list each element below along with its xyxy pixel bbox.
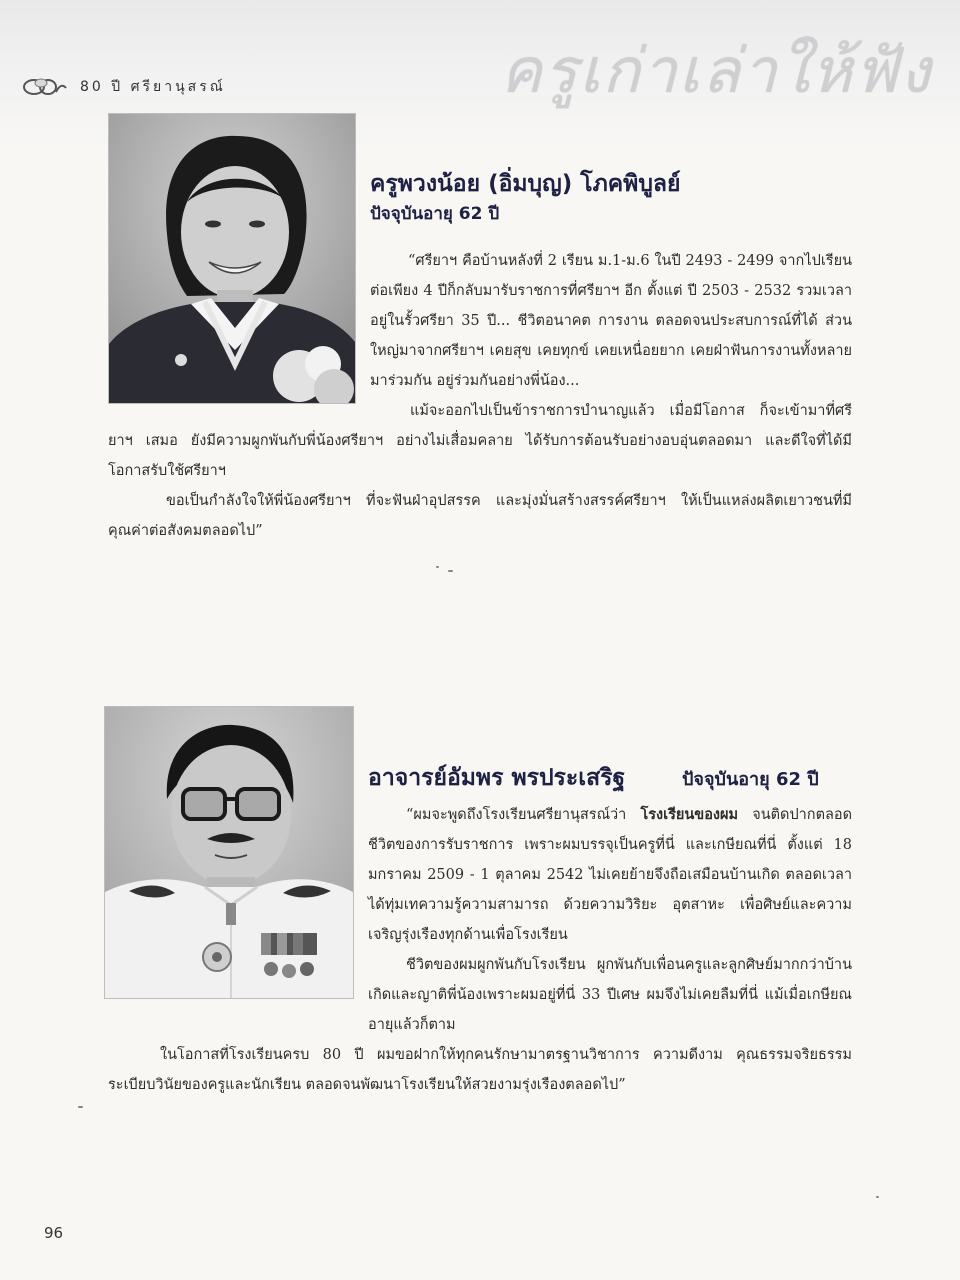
print-speck bbox=[876, 1196, 879, 1198]
teacher2-paragraph-2: ชีวิตของผมผูกพันกับโรงเรียน ผูกพันกับเพื่อนครูและลูกศิษย์มากกว่าบ้านเกิดและญาติพี่น้องเพราะผมอยู่ที่นี่ 33 ปีเศษ ผมจึงไม่เคยลืมที่นี่ แม้เมื่อเกษียณอายุแล้วก็ตาม bbox=[368, 957, 852, 1033]
teacher1-paragraph-2: แม้จะออกไปเป็นข้าราชการบำนาญแล้ว เมื่อมีโอกาส ก็จะเข้ามาที่ศรียาฯ เสมอ ยังมีความผูกพันกับพี่น้องศรียาฯ อย่างไม่เสื่อมคลาย ได้รับการต้อนรับอย่างอบอุ่นตลอดมา และดีใจที่ได้มีโอกาสรับใช้ศรียาฯ bbox=[108, 403, 852, 479]
teacher1-age: ปัจจุบันอายุ 62 ปี bbox=[370, 204, 500, 224]
teacher1-paragraph-3: ขอเป็นกำลังใจให้พี่น้องศรียาฯ ที่จะฟันฝ่าอุปสรรค และมุ่งมั่นสร้างสรรค์ศรียาฯ ให้เป็นแหล่งผลิตเยาวชนที่มีคุณค่าต่อสังคมตลอดไป” bbox=[108, 493, 852, 539]
teacher2-paragraph-1-before: “ผมจะพูดถึงโรงเรียนศรียานุสรณ์ว่า bbox=[406, 807, 641, 823]
teacher2-paragraph-1-emphasis: โรงเรียนของผม bbox=[640, 806, 739, 823]
portrait-woman-icon bbox=[109, 114, 355, 403]
teacher2-age: ปัจจุบันอายุ 62 ปี bbox=[682, 769, 819, 790]
teacher1-name: ครูพวงน้อย (อิ่มบุญ) โภคพิบูลย์ bbox=[370, 171, 681, 197]
print-speck bbox=[448, 570, 453, 572]
print-speck bbox=[436, 566, 439, 568]
page-number: 96 bbox=[44, 1224, 64, 1242]
teacher2-paragraph-1 bbox=[368, 800, 852, 950]
teacher2-name: อาจารย์อัมพร พรประเสริฐ bbox=[368, 765, 626, 791]
teacher2-paragraph-1-after: จนติดปากตลอดชีวิตของการรับราชการ เพราะผมบรรจุเป็นครูที่นี่ และเกษียณที่นี่ ตั้งแต่ 18 มกราคม 2509 - 1 ตุลาคม 2542 ไม่เคยย้ายจึงถือเสมือนบ้านเกิด ตลอดเวลาได้ทุ่มเทความรู้ความสามารถ ด้วยความวิริยะ อุตสาหะ เพื่อศิษย์และความเจริญรุ่งเรืองทุกด้านเพื่อโรงเรียน bbox=[368, 807, 852, 943]
teacher2-paragraph-3: ในโอกาสที่โรงเรียนครบ 80 ปี ผมขอฝากให้ทุกคนรักษามาตรฐานวิชาการ ความดีงาม คุณธรรมจริยธรรม ระเบียบวินัยของครูและนักเรียน ตลอดจนพัฒนาโรงเรียนให้สวยงามรุ่งเรืองตลอดไป” bbox=[108, 1047, 852, 1093]
teacher1-paragraph-1: “ศรียาฯ คือบ้านหลังที่ 2 เรียน ม.1-ม.6 ในปี 2493 - 2499 จากไปเรียนต่อเพียง 4 ปีก็กลับมารับราชการที่ศรียาฯ อีก ตั้งแต่ ปี 2503 - 2532 รวมเวลาอยู่ในรั้วศรียา 35 ปี... ชีวิตอนาคต การงาน ตลอดจนประสบการณ์ที่ได้ ส่วนใหญ่มาจากศรียาฯ เคยสุข เคยทุกข์ เคยเหนื่อยยาก เคยฝ่าฟันการงานทั้งหลายมาร่วมกัน อยู่ร่วมกันอย่างพี่น้อง... bbox=[370, 253, 852, 389]
print-speck bbox=[78, 1106, 83, 1108]
teacher1-photo bbox=[108, 113, 356, 404]
anniversary-logo-icon bbox=[22, 74, 70, 98]
teacher2-photo bbox=[104, 706, 354, 999]
book-title: 80 ปี ศรียานุสรณ์ bbox=[80, 79, 226, 95]
portrait-man-icon bbox=[105, 707, 353, 998]
section-title: ครูเก่าเล่าให้ฟัง bbox=[500, 34, 932, 107]
